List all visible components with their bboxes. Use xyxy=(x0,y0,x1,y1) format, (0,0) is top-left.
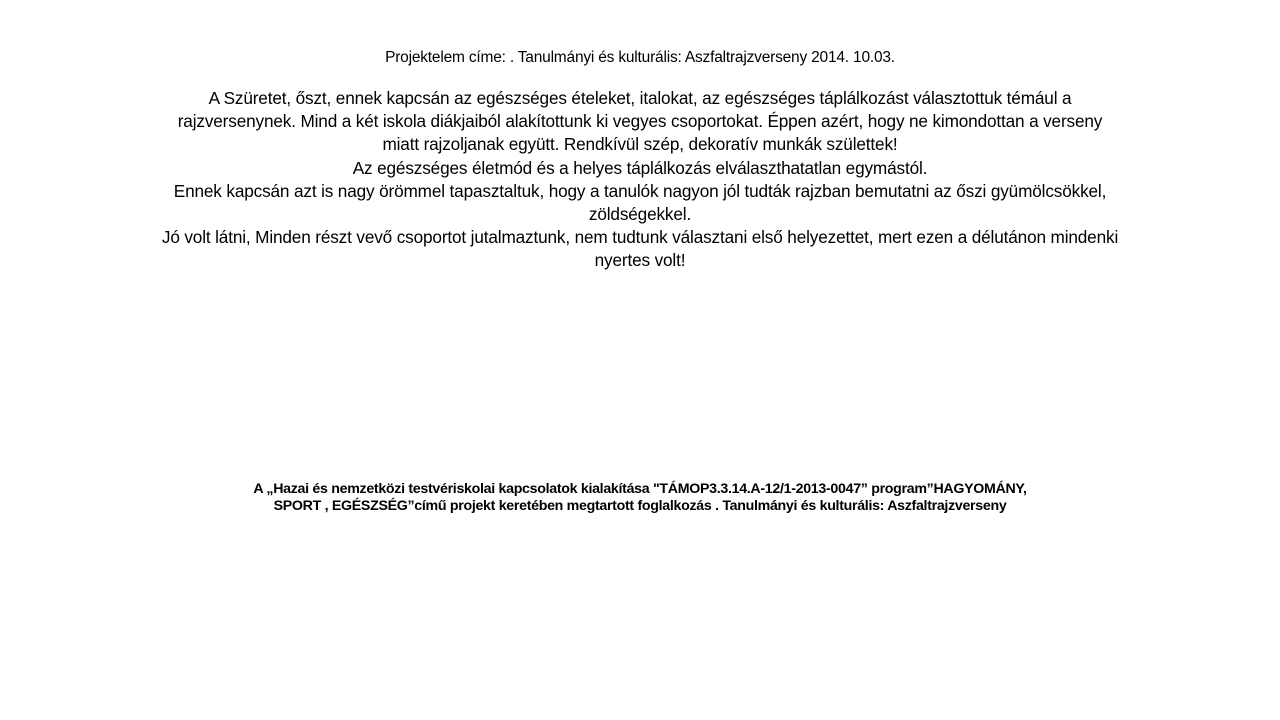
body-paragraph-3: Ennek kapcsán azt is nagy örömmel tapasztaltuk, hogy a tanulók nagyon jól tudták rajzban bemutatni az őszi gyümölcsökkel, zöldségekkel. xyxy=(173,180,1107,225)
slide-title: Projektelem címe: . Tanulmányi és kulturális: Aszfaltrajzverseny 2014. 10.03. xyxy=(385,49,895,66)
slide-body xyxy=(160,87,1120,273)
footer-line-2: SPORT , EGÉSZSÉG”című projekt keretében megtartott foglalkozás . Tanulmányi és kulturális: Aszfaltrajzverseny xyxy=(273,497,1007,514)
slide-footer xyxy=(150,481,1130,514)
body-paragraph-2: Az egészséges életmód és a helyes táplálkozás elválaszthatatlan egymástól. xyxy=(352,157,928,178)
body-paragraph-1: A Szüretet, őszt, ennek kapcsán az egészséges ételeket, italokat, az egészséges táplálkozást választottuk témául a rajzversenynek. Mind a két iskola diákjaiból alakítottunk ki vegyes csoportokat. Éppen azért, hogy ne kimondottan a verseny miatt rajzoljanak együtt. Rendkívül szép, dekoratív munkák születtek! xyxy=(177,88,1103,155)
body-paragraph-4: Jó volt látni, Minden részt vevő csoportot jutalmaztunk, nem tudtunk választani első helyezettet, mert ezen a délutánon mindenki nyertes volt! xyxy=(161,227,1119,271)
footer-line-1: A „Hazai és nemzetközi testvériskolai kapcsolatok kialakítása "TÁMOP3.3.14.A-12/1-2013-0047” program”HAGYOMÁNY, xyxy=(253,481,1027,497)
